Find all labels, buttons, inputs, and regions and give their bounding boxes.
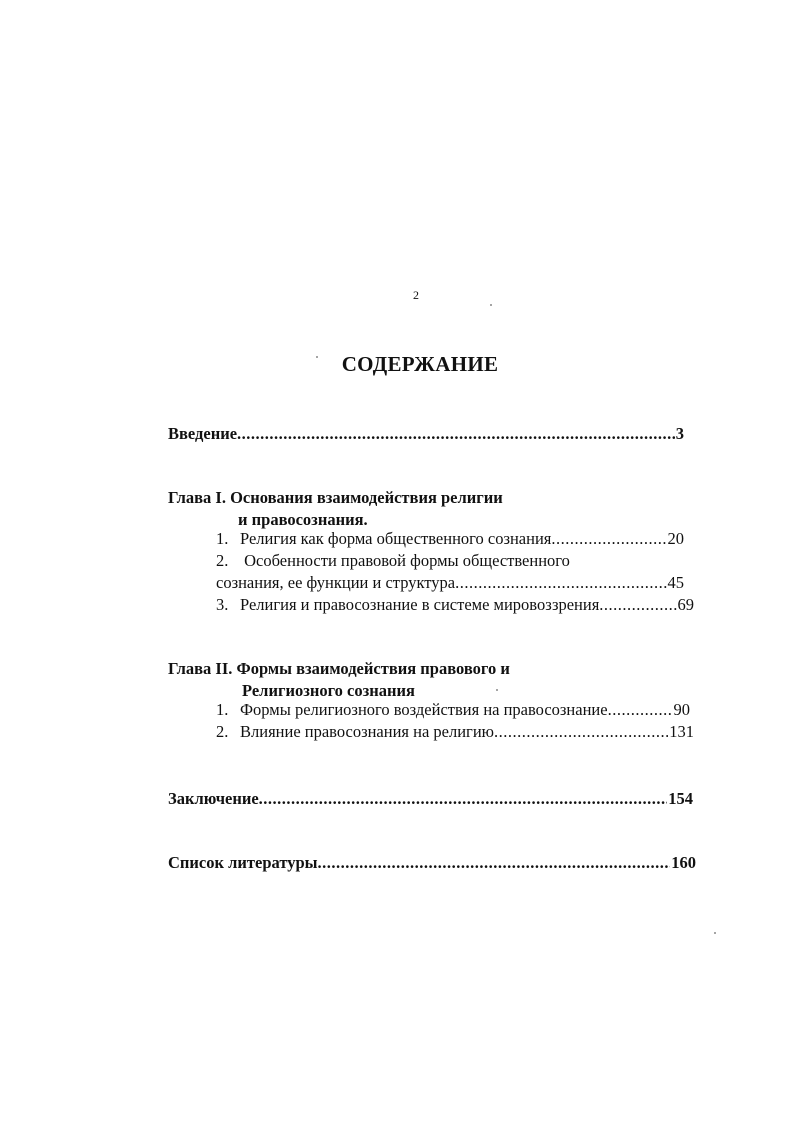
toc-leader-dots — [237, 424, 675, 444]
toc-item-page: 69 — [677, 595, 694, 614]
toc-entry-ch1-item2[interactable] — [216, 551, 570, 571]
scan-speck — [490, 304, 492, 306]
toc-entry-ch1-item3[interactable] — [216, 595, 694, 615]
toc-leader-dots — [608, 700, 673, 720]
toc-item-number: 1. — [216, 529, 229, 548]
toc-item-number: 3. — [216, 595, 229, 614]
scan-speck — [496, 689, 498, 691]
toc-leader-dots — [455, 573, 666, 593]
chapter1-heading[interactable]: Глава I. Основания взаимодействия религии — [168, 488, 503, 507]
toc-leader-dots — [318, 853, 671, 873]
toc-item-page: 131 — [669, 722, 694, 741]
toc-entry-conclusion[interactable] — [168, 789, 693, 809]
toc-item-label: Влияние правосознания на религию — [240, 722, 494, 741]
toc-leader-dots — [259, 789, 668, 809]
toc-entry-bibliography[interactable] — [168, 853, 696, 873]
toc-bibliography-label: Список литературы — [168, 853, 318, 872]
chapter1-heading-cont: и правосознания. — [238, 510, 368, 529]
toc-item-page: 20 — [667, 529, 684, 548]
chapter2-heading[interactable]: Глава II. Формы взаимодействия правового и — [168, 659, 510, 678]
toc-conclusion-page: 154 — [668, 789, 693, 808]
toc-item-number: 2. — [216, 722, 229, 741]
toc-item-page: 90 — [673, 700, 690, 719]
toc-conclusion-label: Заключение — [168, 789, 259, 808]
scan-speck — [714, 932, 716, 934]
toc-item-page: 45 — [667, 573, 684, 592]
toc-entry-ch1-item1[interactable] — [216, 529, 684, 549]
page-title: СОДЕРЖАНИЕ — [341, 352, 499, 376]
toc-leader-dots — [551, 529, 666, 549]
toc-item-label-cont: сознания, ее функции и структура — [216, 573, 456, 592]
toc-item-label: Религия и правосознание в системе мировоззрения — [240, 595, 600, 614]
toc-item-number: 1. — [216, 700, 229, 719]
toc-leader-dots — [494, 722, 668, 742]
toc-item-label: Особенности правовой формы общественного — [244, 551, 570, 570]
toc-entry-ch1-item2-cont[interactable] — [216, 573, 684, 593]
toc-leader-dots — [599, 595, 676, 615]
chapter2-heading-cont: Религиозного сознания — [242, 681, 415, 700]
toc-item-label: Формы религиозного воздействия на правосознание — [240, 700, 608, 719]
scan-speck — [316, 356, 318, 358]
toc-item-number: 2. — [216, 551, 229, 570]
toc-intro-label: Введение — [168, 424, 238, 443]
page-number: 2 — [413, 288, 419, 302]
toc-entry-intro[interactable] — [168, 424, 684, 444]
toc-intro-page: 3 — [675, 424, 684, 443]
toc-bibliography-page: 160 — [671, 853, 696, 872]
toc-entry-ch2-item2[interactable] — [216, 722, 694, 742]
toc-item-label: Религия как форма общественного сознания — [240, 529, 552, 548]
toc-entry-ch2-item1[interactable] — [216, 700, 690, 720]
